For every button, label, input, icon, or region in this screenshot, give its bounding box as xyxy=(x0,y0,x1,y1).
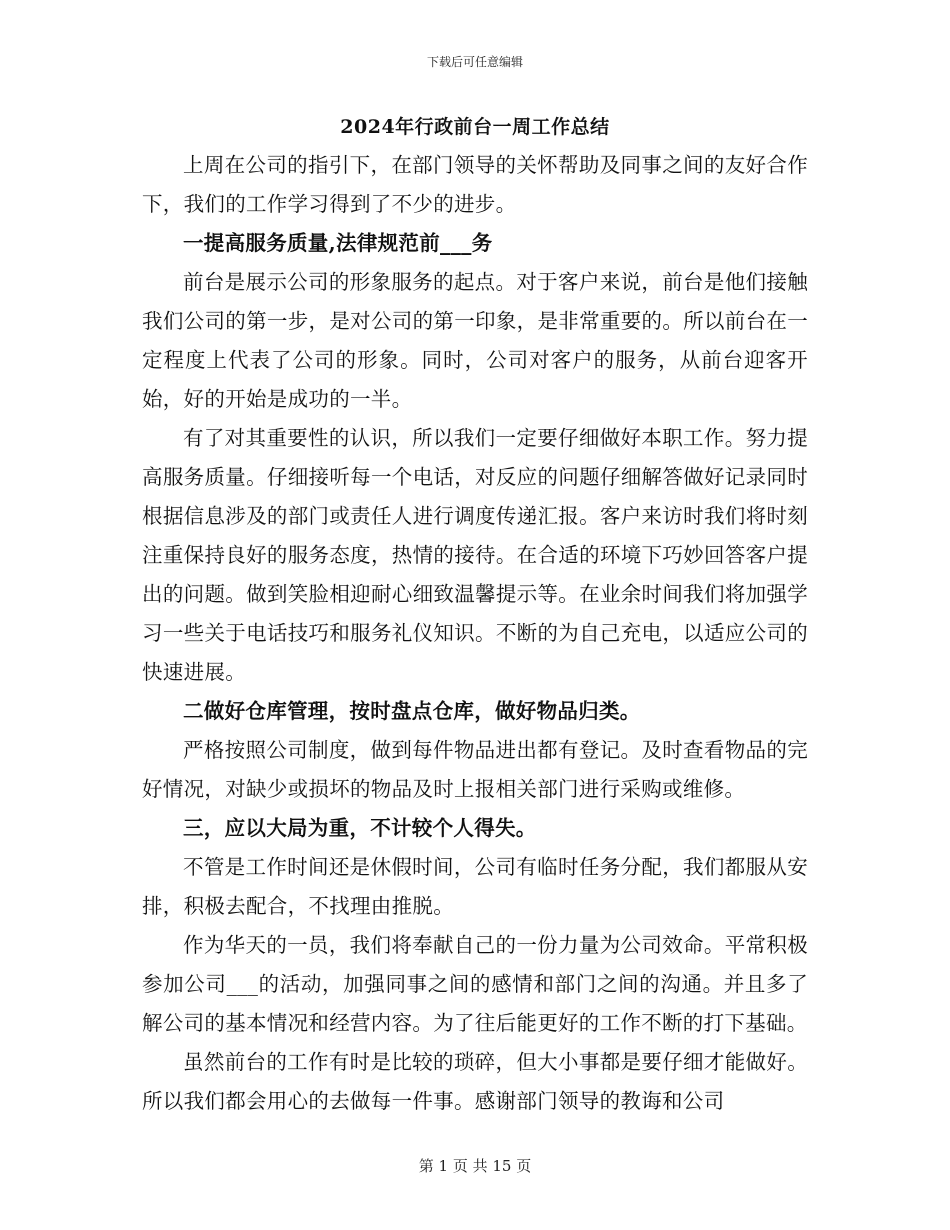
intro-paragraph: 上周在公司的指引下，在部门领导的关怀帮助及同事之间的友好合作下，我们的工作学习得到了不少的进步。 xyxy=(142,153,808,216)
section-heading-2: 二做好仓库管理，按时盘点仓库，做好物品归类。 xyxy=(183,699,641,723)
body-paragraph: 虽然前台的工作有时是比较的琐碎，但大小事都是要仔细才能做好。所以我们都会用心的去做每一件事。感谢部门领导的教诲和公司 xyxy=(142,1050,808,1113)
body-paragraph: 不管是工作时间还是休假时间，公司有临时任务分配，我们都服从安排，积极去配合，不找理由推脱。 xyxy=(142,855,808,918)
page-number-footer: 第 1 页 共 15 页 xyxy=(418,1157,532,1175)
document-body xyxy=(142,146,808,1121)
body-paragraph: 作为华天的一员，我们将奉献自己的一份力量为公司效命。平常积极参加公司___的活动，加强同事之间的感情和部门之间的沟通。并且多了解公司的基本情况和经营内容。为了往后能更好的工作不断的打下基础。 xyxy=(142,933,808,1035)
section-heading-1: 一提高服务质量,法律规范前___务 xyxy=(183,231,493,255)
body-paragraph: 有了对其重要性的认识，所以我们一定要仔细做好本职工作。努力提高服务质量。仔细接听每一个电话，对反应的问题仔细解答做好记录同时根据信息涉及的部门或责任人进行调度传递汇报。客户来访时我们将时刻注重保持良好的服务态度，热情的接待。在合适的环境下巧妙回答客户提出的问题。做到笑脸相迎耐心细致温馨提示等。在业余时间我们将加强学习一些关于电话技巧和服务礼仪知识。不断的为自己充电，以适应公司的快速进展。 xyxy=(142,426,808,684)
document-title: 2024年行政前台一周工作总结 xyxy=(340,116,610,138)
section-heading-3: 三，应以大局为重，不计较个人得失。 xyxy=(183,816,537,840)
body-paragraph: 前台是展示公司的形象服务的起点。对于客户来说，前台是他们接触我们公司的第一步，是对公司的第一印象，是非常重要的。所以前台在一定程度上代表了公司的形象。同时，公司对客户的服务，从前台迎客开始，好的开始是成功的一半。 xyxy=(142,270,808,411)
body-paragraph: 严格按照公司制度，做到每件物品进出都有登记。及时查看物品的完好情况，对缺少或损坏的物品及时上报相关部门进行采购或维修。 xyxy=(142,738,808,801)
page-header-note: 下载后可任意编辑 xyxy=(426,55,523,69)
